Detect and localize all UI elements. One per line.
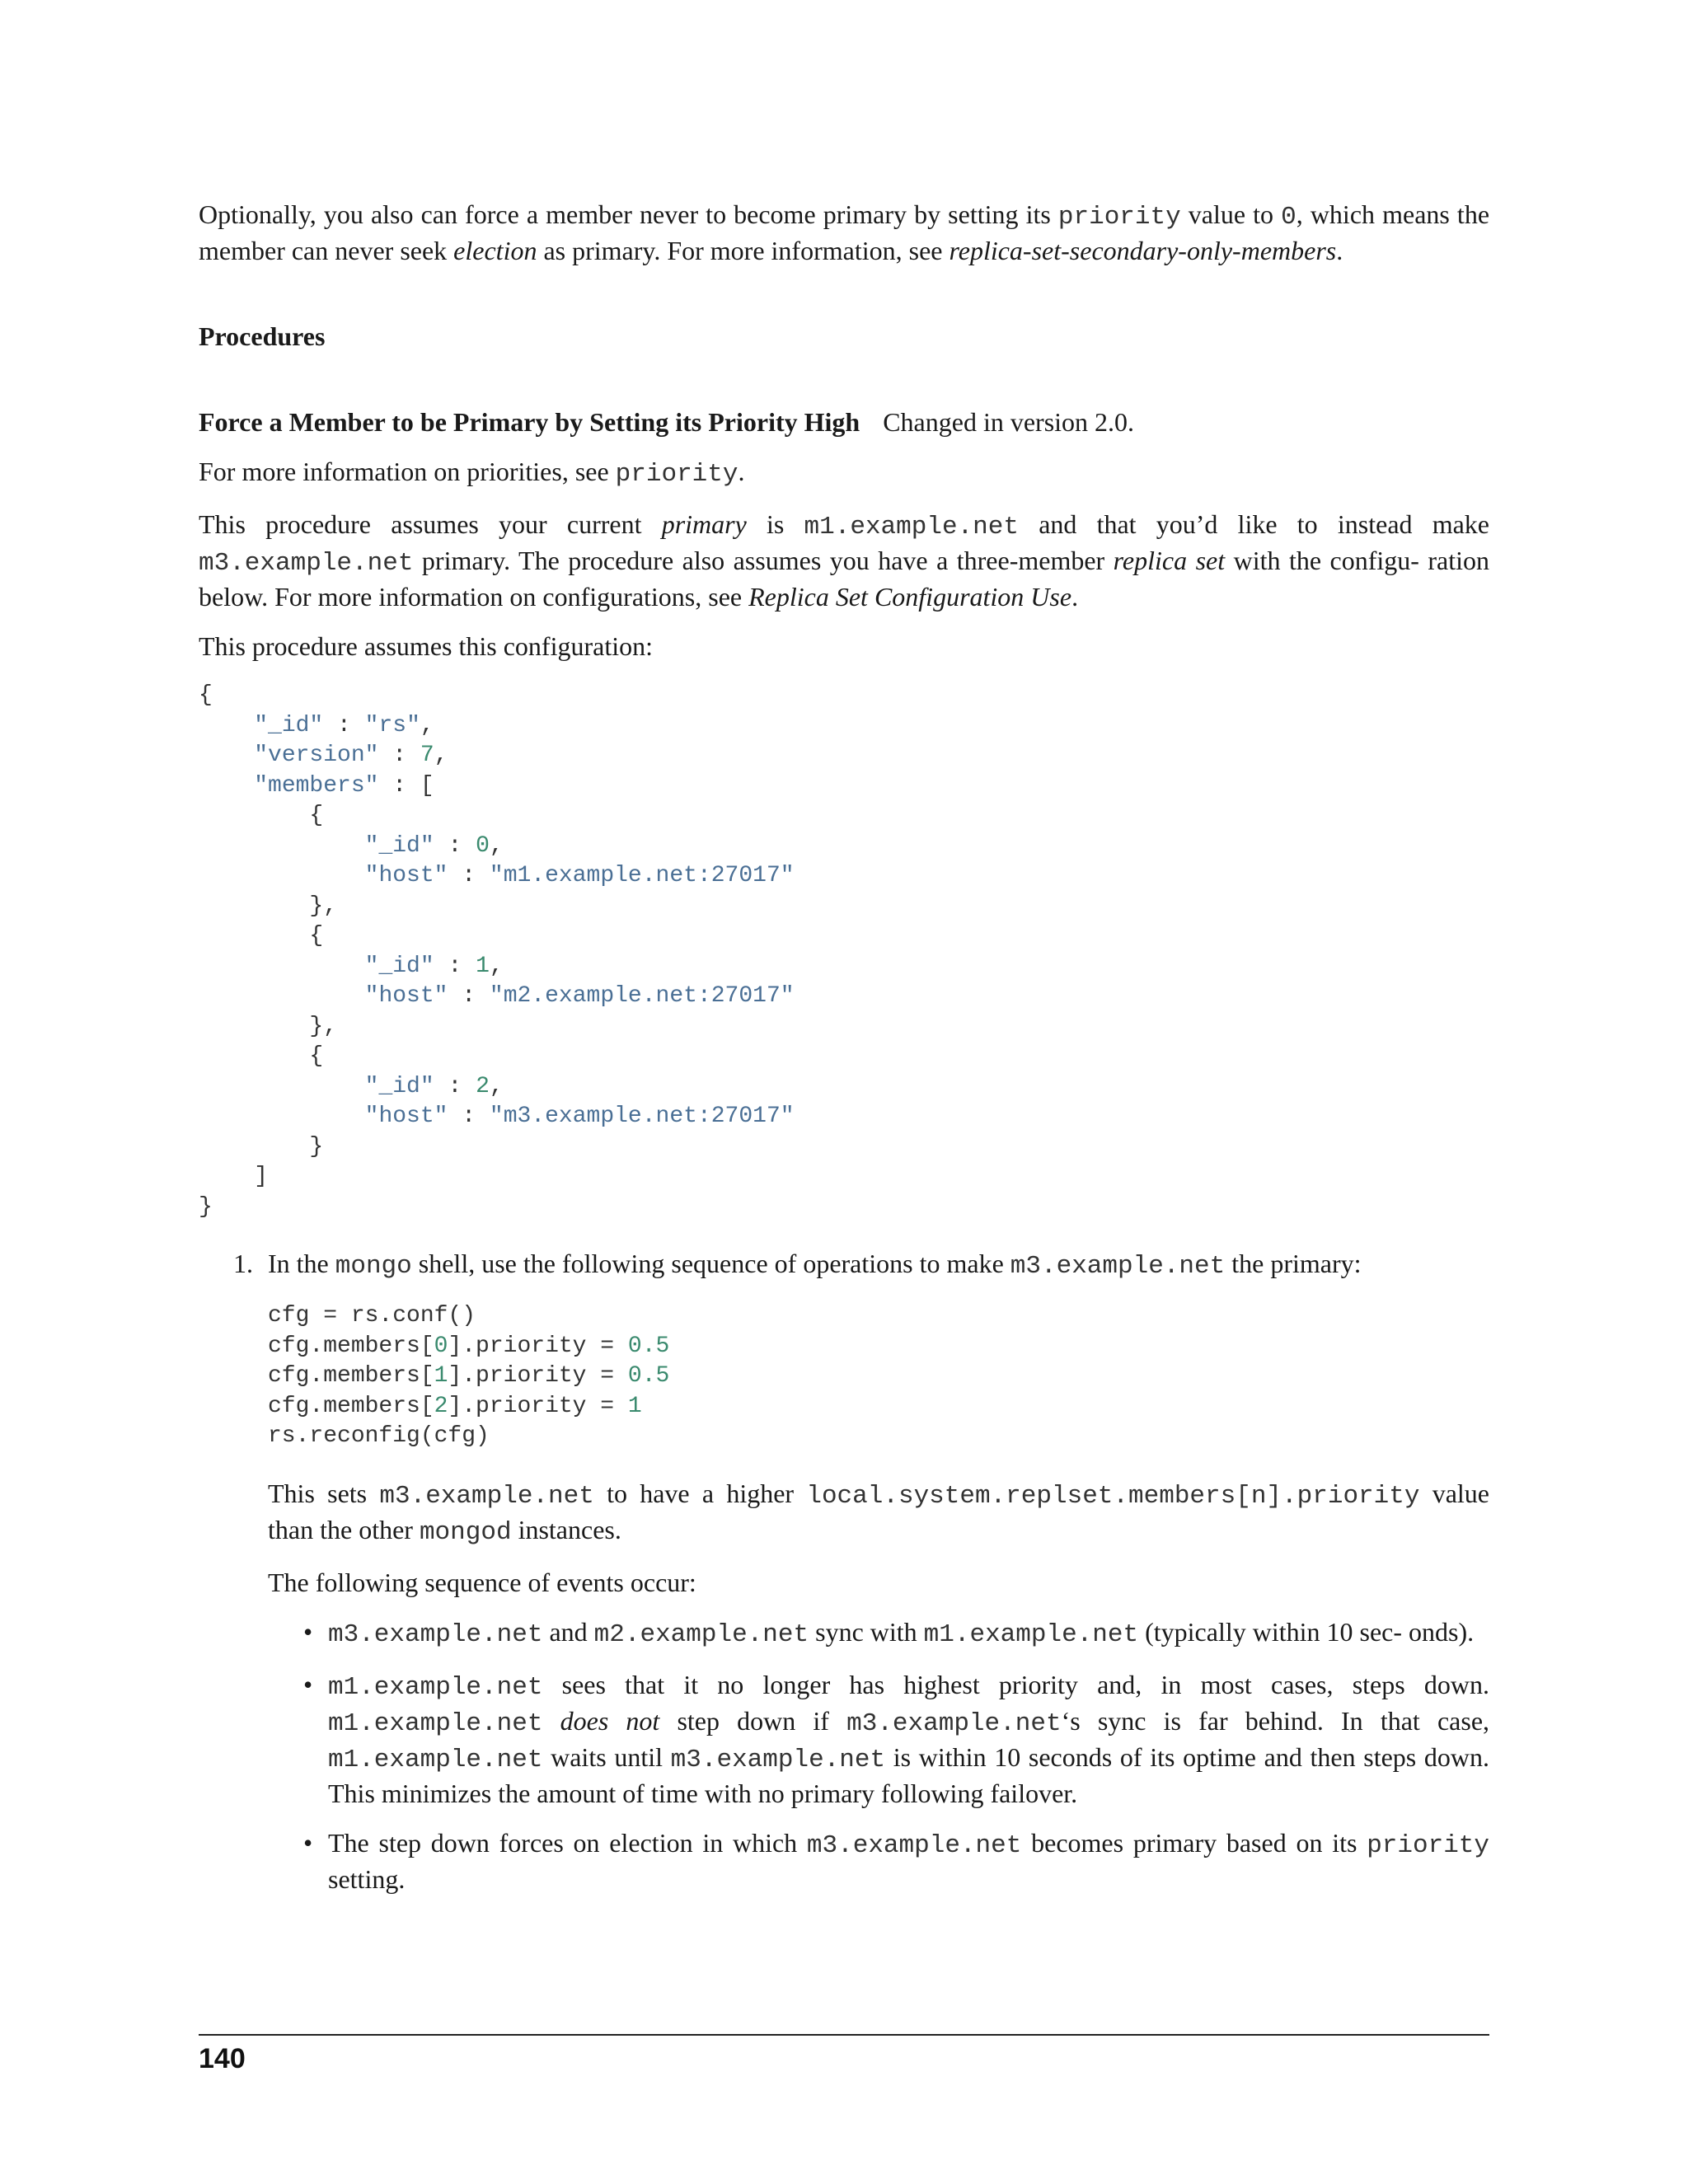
events-list <box>268 1615 1489 1896</box>
text: value than the other <box>268 1478 1490 1544</box>
emphasis-link[interactable]: primary <box>661 509 747 539</box>
code-number: 0.5 <box>627 1333 670 1359</box>
list-item-body <box>268 1247 1489 1896</box>
text: The step down forces on election in which <box>328 1827 807 1858</box>
inline-code: m1.example.net <box>328 1708 543 1738</box>
text: This procedure assumes your current <box>199 509 662 539</box>
list-item <box>303 1615 1489 1652</box>
configuration-intro: This procedure assumes this configuration: <box>199 631 653 661</box>
inline-code: m3.example.net <box>846 1708 1062 1738</box>
text: This sets <box>268 1478 380 1508</box>
list-item <box>303 1826 1490 1896</box>
replica-set-id: rs <box>378 712 407 738</box>
code-number: 0.5 <box>627 1363 670 1389</box>
text: as primary. For more information, see <box>537 236 950 265</box>
member-id: 1 <box>476 953 490 979</box>
inline-code: m1.example.net <box>804 513 1019 541</box>
ordered-list-item <box>199 1247 1489 1896</box>
code-number: 1 <box>434 1363 448 1389</box>
text: waits until <box>542 1741 671 1772</box>
code-line: ].priority = <box>448 1363 628 1389</box>
text: . <box>738 457 745 486</box>
code-line: ].priority = <box>448 1333 628 1359</box>
text: to have a higher <box>593 1478 807 1508</box>
inline-code: m3.example.net <box>670 1745 886 1774</box>
text: setting. <box>328 1863 406 1894</box>
text: sees that it no longer has highest priority and, in most cases, steps down. <box>542 1669 1489 1699</box>
inline-code: m3.example.net <box>806 1830 1022 1860</box>
code-line: ].priority = <box>448 1393 628 1419</box>
text: becomes primary based on its <box>1021 1827 1367 1858</box>
code-number: 2 <box>434 1393 448 1419</box>
emphasis-link[interactable]: replica set <box>1113 546 1226 575</box>
shell-code-block <box>268 1301 1489 1452</box>
emphasis-link[interactable]: Replica Set Configuration Use <box>748 582 1072 612</box>
member-id: 0 <box>476 832 490 859</box>
code-line: cfg.members[ <box>268 1363 434 1389</box>
footer-divider <box>199 2034 1489 2036</box>
inline-code: m3.example.net <box>328 1619 543 1649</box>
text: ‘s sync is far behind. In that case, <box>1061 1705 1490 1736</box>
intro-paragraph <box>199 198 1489 267</box>
version-changed-note: Changed in version 2.0. <box>883 407 1135 437</box>
inline-code: m3.example.net <box>379 1481 594 1511</box>
text: sync with <box>809 1616 924 1647</box>
code-line: cfg.members[ <box>268 1393 434 1419</box>
code-line: cfg = rs.conf() <box>268 1303 476 1329</box>
document-page <box>199 198 1489 1912</box>
page-number: 140 <box>199 2043 246 2074</box>
member-host: m3.example.net:27017 <box>503 1104 781 1129</box>
result-paragraph <box>268 1477 1489 1549</box>
inline-code-link[interactable]: priority <box>1367 1830 1490 1860</box>
text: , which means the member can never seek <box>199 199 1490 265</box>
priorities-paragraph <box>199 455 1489 491</box>
inline-code: 0 <box>1281 203 1296 232</box>
list-item <box>303 1668 1490 1810</box>
subsection-title: Force a Member to be Primary by Setting its Priority High <box>199 407 860 437</box>
inline-code: mongod <box>419 1517 512 1547</box>
inline-code: m1.example.net <box>923 1619 1139 1649</box>
config-code-block: { "_id" : "rs", "version" : 7, "members" : [ { "_id" : 0, "host" : "m1.example.net:27017" }, { "_id" : 1, "host" : "m2.example.net:27017" }, { "_id" : 2, "host" : "m3.example.net:27017" } ] } <box>199 682 795 1220</box>
text: shell, use the following sequence of operations to make <box>411 1249 1010 1278</box>
inline-code-link[interactable]: priority <box>615 460 738 489</box>
text: . <box>1071 582 1079 612</box>
bullet-icon: • <box>303 1827 313 1858</box>
inline-code: m1.example.net <box>328 1745 543 1774</box>
text: Optionally, you also can force a member never to become primary by setting its <box>199 199 1058 229</box>
emphasis: does not <box>560 1705 660 1736</box>
text: is <box>746 509 804 539</box>
inline-code: mongo <box>335 1252 412 1281</box>
inline-code: m2.example.net <box>593 1619 809 1649</box>
bullet-icon: • <box>303 1616 313 1647</box>
member-host: m1.example.net:27017 <box>503 863 781 888</box>
code-number: 1 <box>627 1393 642 1419</box>
inline-code: m1.example.net <box>328 1672 543 1702</box>
text: is within 10 seconds of its optime and then steps down. This minimizes the amount of time with no primary following failover. <box>328 1741 1490 1808</box>
assumptions-paragraph <box>199 508 1489 613</box>
text: value to <box>1180 199 1282 229</box>
emphasis-link[interactable]: election <box>453 236 537 265</box>
inline-code: m3.example.net <box>199 549 414 578</box>
config-version: 7 <box>420 743 434 768</box>
text: step down if <box>659 1705 847 1736</box>
inline-code-link[interactable]: local.system.replset.members[n].priority <box>806 1481 1420 1511</box>
text: primary. The procedure also assumes you have a three-member <box>413 546 1114 575</box>
code-number: 0 <box>434 1333 448 1359</box>
member-host: m2.example.net:27017 <box>503 983 781 1009</box>
bullet-icon: • <box>303 1669 313 1699</box>
text: For more information on priorities, see <box>199 457 616 486</box>
inline-code: m3.example.net <box>1010 1252 1226 1281</box>
code-line: rs.reconfig(cfg) <box>268 1423 490 1449</box>
step-description <box>268 1247 1489 1283</box>
text: the primary: <box>1225 1249 1362 1278</box>
text: with the configu- ration below. For more information on configurations, see <box>199 546 1490 612</box>
inline-code: priority <box>1057 203 1181 232</box>
list-number: 1. <box>233 1249 253 1278</box>
text <box>542 1706 560 1736</box>
subsection-heading <box>199 405 1489 438</box>
text: (typically within 10 sec- onds). <box>1138 1616 1475 1647</box>
text: and that you’d like to instead make <box>1019 509 1490 539</box>
text: In the <box>268 1249 335 1278</box>
procedures-heading: Procedures <box>199 321 326 351</box>
code-line: cfg.members[ <box>268 1333 434 1359</box>
text: . <box>1336 236 1343 265</box>
emphasis-link[interactable]: replica-set-secondary-only-members <box>949 236 1337 265</box>
text: and <box>542 1616 594 1647</box>
events-intro: The following sequence of events occur: <box>268 1567 696 1597</box>
text: instances. <box>511 1514 621 1544</box>
member-id: 2 <box>476 1073 490 1099</box>
